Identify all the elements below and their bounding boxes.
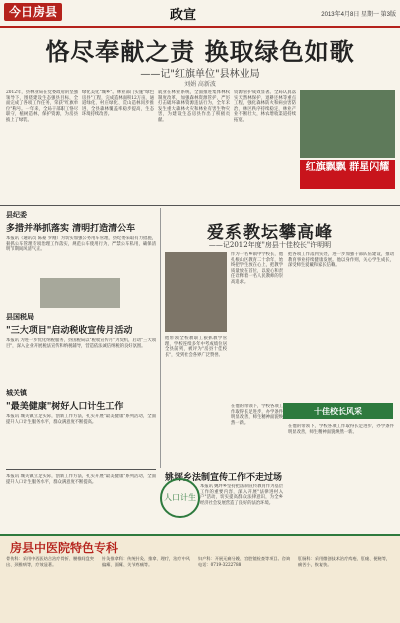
ad-column-4: 肛肠科：采用微创技术治疗痔疮、肛瘘、便秘等，痛苦小，恢复快。 <box>298 556 391 567</box>
right-text-cont: 在他的带领下，学校各项工作取得长足进步，办学条件明显改善，师生精神面貌焕然一新。 <box>288 424 394 435</box>
feature-text-c: 在他的带领下，学校各项工作取得长足进步，办学条件明显改善，师生精神面貌焕然一新。 <box>231 404 283 426</box>
left-section-label-1: 县纪委 <box>6 210 27 219</box>
feature-portrait <box>165 252 227 332</box>
left-text-1: 本报讯（通讯员 陈豪 罗刚）为切实加强公务用车管理，县纪委采取有力措施，狠抓公车管理专项治理工作落实，规范公车使用行为，严禁公车私用，确保清明节期间风清气正。 <box>6 236 156 253</box>
page-header <box>0 0 400 28</box>
left-photo <box>40 278 120 308</box>
lead-subhead: ——记"红旗单位"县林业局 <box>140 69 260 80</box>
lead-byline: 刘娟 高新波 <box>184 82 216 88</box>
left-title-3: "最美健康"树好人口计生工作 <box>6 402 124 412</box>
red-flag-banner: 红旗飘飘 群星闪耀 <box>300 160 395 189</box>
feature-text-b: 他带领全校教职工狠抓教学管理，学校连续多年中考成绩位居全县前列，被评为"房县十佳校长"，受到社会各界广泛赞誉。 <box>165 336 227 358</box>
lead-photo <box>300 90 395 158</box>
left-text-2: 本报讯 为进一步优化纳税服务，县国税局以"税收宣传月"为契机，启动"三大项目"，深入企业开展税法宣传和纳税辅导，营造依法诚信纳税的良好氛围。 <box>6 338 156 349</box>
divider-left <box>6 469 156 470</box>
right-text: 把各项工作落到实处，进一步加强干部队伍建设，推动教育事业持续健康发展。他以身作则，关心学生成长，深受师生爱戴和家长信赖。 <box>288 252 394 269</box>
hospital-ad <box>0 534 400 623</box>
date-info: 2013年4月8日 星期一 第3版 <box>321 12 396 18</box>
divider <box>0 205 400 206</box>
green-banner: 十佳校长风采 <box>283 403 393 419</box>
ad-title: 房县中医院特色专科 <box>10 541 119 555</box>
left-title-2: "三大项目"启动税收宣传月活动 <box>6 326 133 336</box>
masthead-logo: 今日房县 <box>4 3 62 21</box>
lead-column-3: 就业在林业系统，全面推进集体林权制度改革，加强森林资源管护，严厉打击破坏森林资源违法行为，全年未发生重大森林火灾和林业有害生物灾害，为建设生态房县作出了积极贡献。 <box>158 90 230 123</box>
lead-headline: 恪尽奉献之责 换取绿色如歌 <box>45 37 355 66</box>
bottom-title: 姚坪乡法制宣传工作不走过场 <box>165 473 283 483</box>
column-rule <box>160 208 161 468</box>
left-title-1: 多措并举抓落实 清明打造清公车 <box>6 224 136 234</box>
feature-text-a: 作为一名乡镇中学校长，他扎根山区教育二十余年，始终把学生放在心上，把教学质量放在首位，以爱心和责任诠释着一名人民教师的崇高追求。 <box>231 252 283 285</box>
left-section-label-3: 城关镇 <box>6 388 27 397</box>
ad-column-2: 针灸推拿科：传统针灸、推拿、理疗，治疗中风偏瘫、面瘫、关节疼痛等。 <box>102 556 190 567</box>
ad-column-1: 骨伤科：采用中西医结合治疗骨折、腰椎间盘突出、颈椎病等，疗效显著。 <box>6 556 94 567</box>
bottom-left-text: 本报讯 城关镇立足实际，创新工作方法，扎实开展"最美健康"系列活动，全面提升人口计生服务水平，群众满意度不断提高。 <box>6 474 156 485</box>
left-section-label-2: 县国税局 <box>6 312 34 321</box>
feature-deck: ——记2012年度"房县十佳校长"许明明 <box>208 241 332 249</box>
lead-column-4: 资源管护成效显著。全局认真落实天然林保护、退耕还林等重点工程，强化森林防火和病虫害防治，林区秩序持续稳定，林业产业不断壮大，林农增收渠道持续拓宽。 <box>234 90 296 123</box>
bottom-text: 本报讯 姚坪乡坚持把法制宣传教育作为基层工作的重要内容，深入开展"法律进村入户"活动，切实提高群众法律意识，为全乡经济社会发展营造了良好的法治环境。 <box>200 484 283 506</box>
left-text-3: 本报讯 城关镇立足实际，创新工作方法，扎实开展"最美健康"系列活动，全面提升人口计生服务水平，群众满意度不断提高。 <box>6 414 156 425</box>
lead-column-1: 2012年，县林业局在党委政府的坚强领导下，围绕建设生态强县目标，全面完成了各项工作任务，荣获"红旗单位"称号。一年来，全局干部职工恪尽职守，植树造林，保护资源，为房县披上了绿装。 <box>6 90 78 123</box>
ad-column-3: 妇产科：开展无痛分娩、宫腔镜检查等项目。咨询电话：0719-3222788 <box>198 556 291 567</box>
feature-title: 爱系教坛攀高峰 <box>207 223 333 243</box>
section-title: 政宣 <box>170 8 197 23</box>
family-planning-emblem: 人口计生 <box>160 478 200 518</box>
lead-column-2: 绿化美化"城乡"。林业部门实施"绿色房县"工程，完成造林面积12万亩，通道绿化、村庄绿化、荒山造林同步推进，全县森林覆盖率稳步提高，生态环境持续改善。 <box>82 90 154 118</box>
